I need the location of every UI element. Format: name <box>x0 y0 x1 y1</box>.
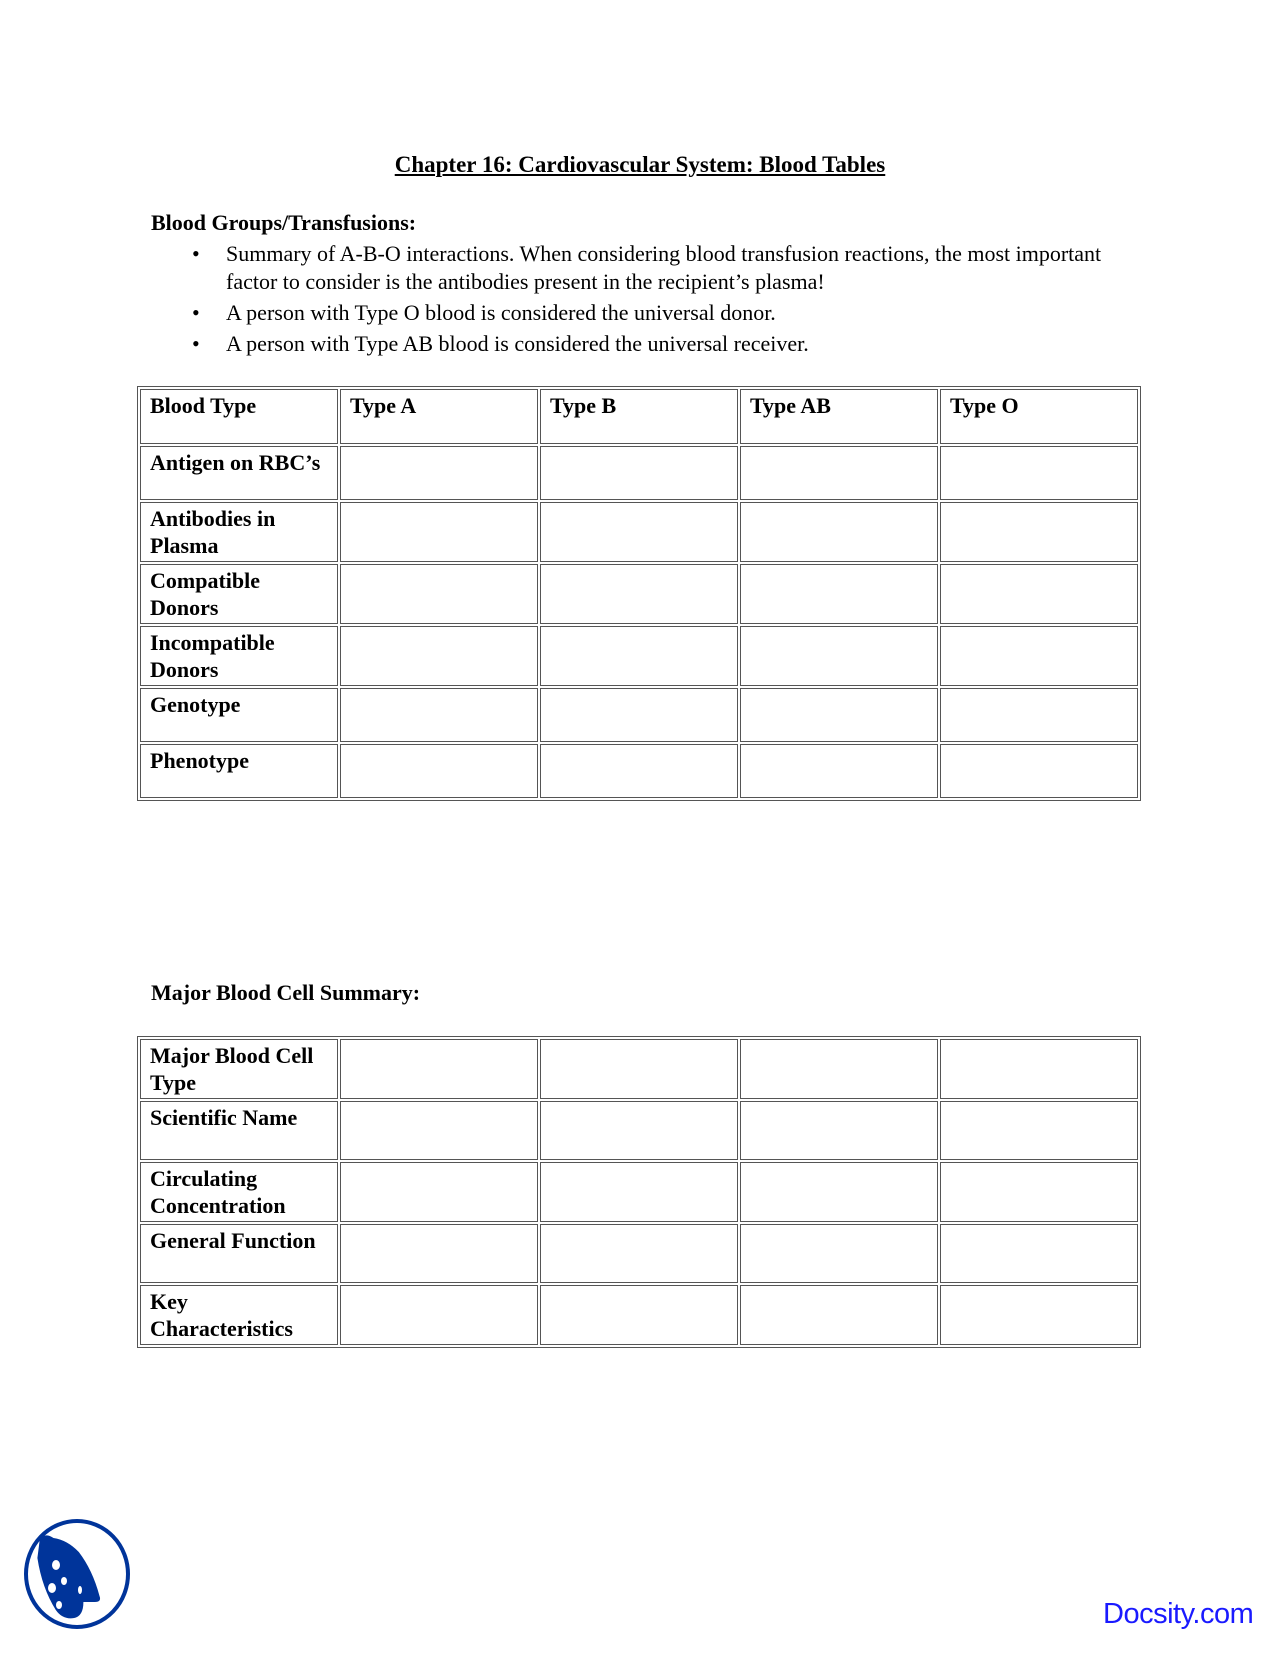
row-label: Incompatible Donors <box>140 626 338 686</box>
docsity-logo-icon <box>22 1518 132 1630</box>
empty-cell <box>540 1162 738 1222</box>
empty-cell <box>340 744 538 798</box>
row-label: Antigen on RBC’s <box>140 446 338 500</box>
table-row <box>140 626 1138 686</box>
empty-cell <box>940 626 1138 686</box>
table-row <box>140 1285 1138 1345</box>
empty-cell <box>940 502 1138 562</box>
empty-cell <box>340 502 538 562</box>
bullet-list <box>192 240 1155 361</box>
row-label: Genotype <box>140 688 338 742</box>
row-label: Key Characteristics <box>140 1285 338 1345</box>
empty-cell <box>940 1162 1138 1222</box>
empty-cell <box>740 1285 938 1345</box>
empty-cell <box>540 1285 738 1345</box>
empty-cell <box>740 1224 938 1283</box>
table-row <box>140 1162 1138 1222</box>
blood-type-table <box>137 386 1141 801</box>
table-row <box>140 564 1138 624</box>
row-label: Phenotype <box>140 744 338 798</box>
header-cell: Type A <box>340 389 538 444</box>
empty-cell <box>540 626 738 686</box>
table-header-row <box>140 389 1138 444</box>
empty-cell <box>540 1224 738 1283</box>
empty-cell <box>740 502 938 562</box>
empty-cell <box>340 1224 538 1283</box>
empty-cell <box>740 688 938 742</box>
table-row <box>140 744 1138 798</box>
header-cell: Type AB <box>740 389 938 444</box>
empty-cell <box>740 1039 938 1099</box>
empty-cell <box>940 1101 1138 1160</box>
table-row <box>140 1224 1138 1283</box>
empty-cell <box>940 744 1138 798</box>
header-cell: Blood Type <box>140 389 338 444</box>
page-title: Chapter 16: Cardiovascular System: Blood Tables <box>394 152 886 177</box>
empty-cell <box>940 1285 1138 1345</box>
row-label: Major Blood Cell Type <box>140 1039 338 1099</box>
empty-cell <box>540 688 738 742</box>
empty-cell <box>340 1039 538 1099</box>
table-row <box>140 446 1138 500</box>
row-label: Compatible Donors <box>140 564 338 624</box>
table-row <box>140 1101 1138 1160</box>
row-label: Antibodies in Plasma <box>140 502 338 562</box>
empty-cell <box>540 744 738 798</box>
table-row <box>140 502 1138 562</box>
empty-cell <box>940 1039 1138 1099</box>
empty-cell <box>740 1101 938 1160</box>
empty-cell <box>340 564 538 624</box>
bullet-icon: • <box>192 331 200 356</box>
bullet-icon: • <box>192 241 200 266</box>
empty-cell <box>340 1285 538 1345</box>
empty-cell <box>740 1162 938 1222</box>
header-cell: Type O <box>940 389 1138 444</box>
empty-cell <box>740 744 938 798</box>
table-row <box>140 1039 1138 1099</box>
empty-cell <box>340 688 538 742</box>
empty-cell <box>540 446 738 500</box>
empty-cell <box>340 446 538 500</box>
row-label: General Function <box>140 1224 338 1283</box>
empty-cell <box>340 626 538 686</box>
row-label: Circulating Concentration <box>140 1162 338 1222</box>
empty-cell <box>540 564 738 624</box>
bullet-icon: • <box>192 300 200 325</box>
bullet-item: • A person with Type O blood is considered the universal donor. <box>192 300 776 325</box>
empty-cell <box>940 564 1138 624</box>
empty-cell <box>740 626 938 686</box>
table-row <box>140 688 1138 742</box>
section-heading-blood-groups: Blood Groups/Transfusions: <box>151 210 417 235</box>
empty-cell <box>940 688 1138 742</box>
bullet-item: • A person with Type AB blood is considered the universal receiver. <box>192 331 809 356</box>
docsity-brand-link[interactable]: Docsity.com <box>1103 1598 1254 1630</box>
empty-cell <box>940 446 1138 500</box>
empty-cell <box>940 1224 1138 1283</box>
empty-cell <box>540 502 738 562</box>
empty-cell <box>340 1162 538 1222</box>
empty-cell <box>540 1039 738 1099</box>
empty-cell <box>340 1101 538 1160</box>
section-heading-blood-cells: Major Blood Cell Summary: <box>151 980 421 1005</box>
empty-cell <box>740 446 938 500</box>
empty-cell <box>740 564 938 624</box>
bullet-item: • Summary of A-B-O interactions. When considering blood transfusion reactions, the most important factor to consider is the antibodies present in the recipient’s plasma! <box>192 241 1102 294</box>
blood-cell-table <box>137 1036 1141 1348</box>
header-cell: Type B <box>540 389 738 444</box>
empty-cell <box>540 1101 738 1160</box>
row-label: Scientific Name <box>140 1101 338 1160</box>
